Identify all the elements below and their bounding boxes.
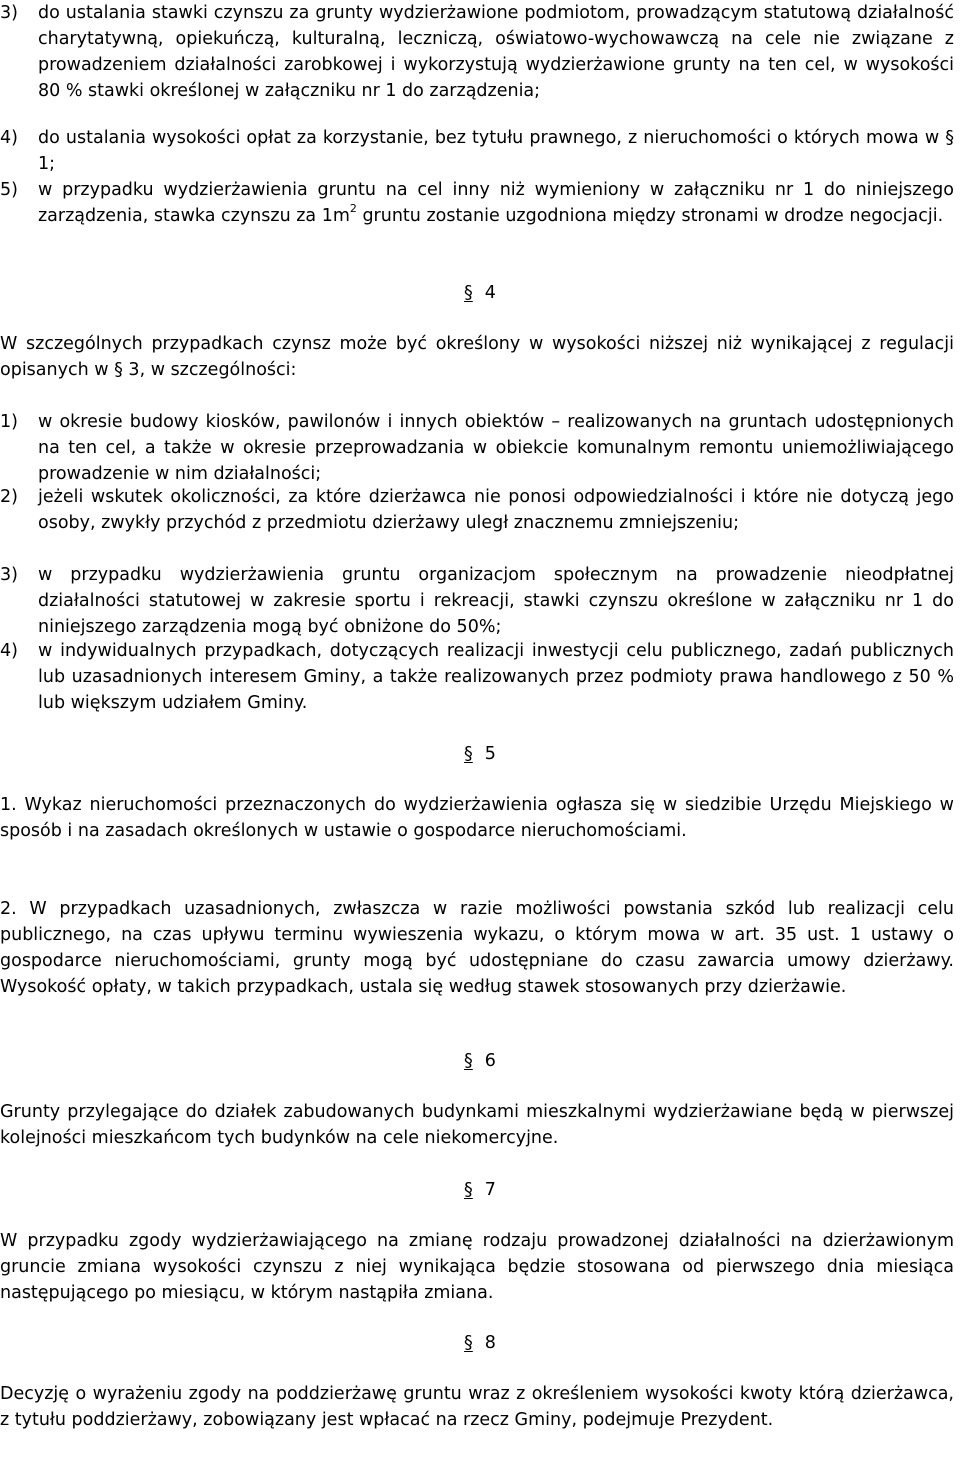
section-6-text: Grunty przylegające do działek zabudowanych budynkami mieszkalnymi wydzierżawiane będą w pierwszej kolejności mieszkańcom tych budynków na cele niekomercyjne. [0, 1102, 954, 1148]
section-heading-7 [0, 1177, 960, 1203]
section-number: 7 [484, 1180, 496, 1200]
list-text: do ustalania stawki czynszu za grunty wydzierżawione podmiotom, prowadzącym statutową działalność charytatywną, opiekuńczą, kulturalną, leczniczą, oświatowo-wychowawczą na cele nie związane z prowadzeniem działalności zarobkowej i wykorzystują wydzierżawione grunty na ten cel, w wysokości 80 % stawki określonej w załączniku nr 1 do zarządzenia; [38, 3, 954, 101]
section-number: 8 [484, 1333, 496, 1353]
list-text: jeżeli wskutek okoliczności, za które dzierżawca nie ponosi odpowiedzialności i które nie dotyczą jego osoby, zwykły przychód z przedmiotu dzierżawy uległ znacznemu zmniejszeniu; [38, 487, 954, 533]
list-item-5 [0, 177, 954, 229]
text-part-b: gruntu zostanie uzgodniona między stronami w drodze negocjacji. [356, 206, 944, 226]
section-heading-5 [0, 741, 960, 767]
list-text: w indywidualnych przypadkach, dotyczących realizacji inwestycji celu publicznego, zadań publicznych lub uzasadnionych interesem Gminy, a także realizowanych przez podmioty prawa handlowego z 50 % lub większym udziałem Gminy. [38, 641, 954, 713]
list-number: 3) [0, 565, 18, 585]
s4-list-item-4 [0, 638, 954, 716]
list-item-4 [0, 125, 954, 177]
section-symbol: § [464, 1333, 473, 1353]
section-7-text: W przypadku zgody wydzierżawiającego na zmianę rodzaju prowadzonej działalności na dzierżawionym gruncie zmiana wysokości czynszu z niej wynikająca będzie stosowana od pierwszego dnia miesiąca następującego po miesiącu, w którym nastąpiła zmiana. [0, 1231, 954, 1303]
section-number: 6 [484, 1051, 496, 1071]
list-number: 3) [0, 3, 18, 23]
section-8-text: Decyzję o wyrażeniu zgody na poddzierżawę gruntu wraz z określeniem wysokości kwoty którą dzierżawca, z tytułu poddzierżawy, zobowiązany jest wpłacać na rzecz Gminy, podejmuje Prezydent. [0, 1384, 954, 1430]
list-text: w przypadku wydzierżawienia gruntu organizacjom społecznym na prowadzenie nieodpłatnej działalności statutowej w zakresie sportu i rekreacji, stawki czynszu określone w załączniku nr 1 do niniejszego zarządzenia mogą być obniżone do 50%; [38, 565, 954, 637]
list-number: 1) [0, 412, 18, 432]
list-text: do ustalania wysokości opłat za korzystanie, bez tytułu prawnego, z nieruchomości o których mowa w § 1; [38, 128, 954, 174]
s4-list-item-2 [0, 484, 954, 536]
superscript: 2 [349, 202, 357, 216]
section-heading-6 [0, 1048, 960, 1074]
s4-list-item-3 [0, 562, 954, 640]
list-text [38, 177, 954, 229]
text-part-a: w przypadku wydzierżawienia gruntu na cel inny niż wymieniony w załączniku nr 1 do niniejszego zarządzenia, stawka czynszu za 1m [38, 180, 954, 226]
section-5-paragraph-1: 1. Wykaz nieruchomości przeznaczonych do wydzierżawienia ogłasza się w siedzibie Urzędu Miejskiego w sposób i na zasadach określonych w ustawie o gospodarce nieruchomościami. [0, 795, 954, 841]
s4-list-item-1 [0, 409, 954, 487]
section-heading-8 [0, 1330, 960, 1356]
section-symbol: § [464, 283, 473, 303]
section-4-intro: W szczególnych przypadkach czynsz może być określony w wysokości niższej niż wynikającej z regulacji opisanych w § 3, w szczególności: [0, 334, 954, 380]
section-symbol: § [464, 1051, 473, 1071]
list-text: w okresie budowy kiosków, pawilonów i innych obiektów – realizowanych na gruntach udostępnionych na ten cel, a także w okresie przeprowadzania w obiekcie komunalnym remontu uniemożliwiającego prowadzenie w nim działalności; [38, 412, 954, 484]
list-item-3 [0, 0, 954, 104]
list-number: 2) [0, 487, 18, 507]
list-number: 4) [0, 128, 18, 148]
list-number: 5) [0, 180, 18, 200]
section-number: 5 [484, 744, 496, 764]
section-5-paragraph-2: 2. W przypadkach uzasadnionych, zwłaszcza w razie możliwości powstania szkód lub realizacji celu publicznego, na czas upływu terminu wywieszenia wykazu, o którym mowa w art. 35 ust. 1 ustawy o gospodarce nieruchomościami, grunty mogą być udostępniane do czasu zawarcia umowy dzierżawy. Wysokość opłaty, w takich przypadkach, ustala się według stawek stosowanych przy dzierżawie. [0, 899, 954, 997]
list-number: 4) [0, 641, 18, 661]
section-heading-4 [0, 280, 960, 306]
section-symbol: § [464, 744, 473, 764]
section-symbol: § [464, 1180, 473, 1200]
section-number: 4 [484, 283, 496, 303]
